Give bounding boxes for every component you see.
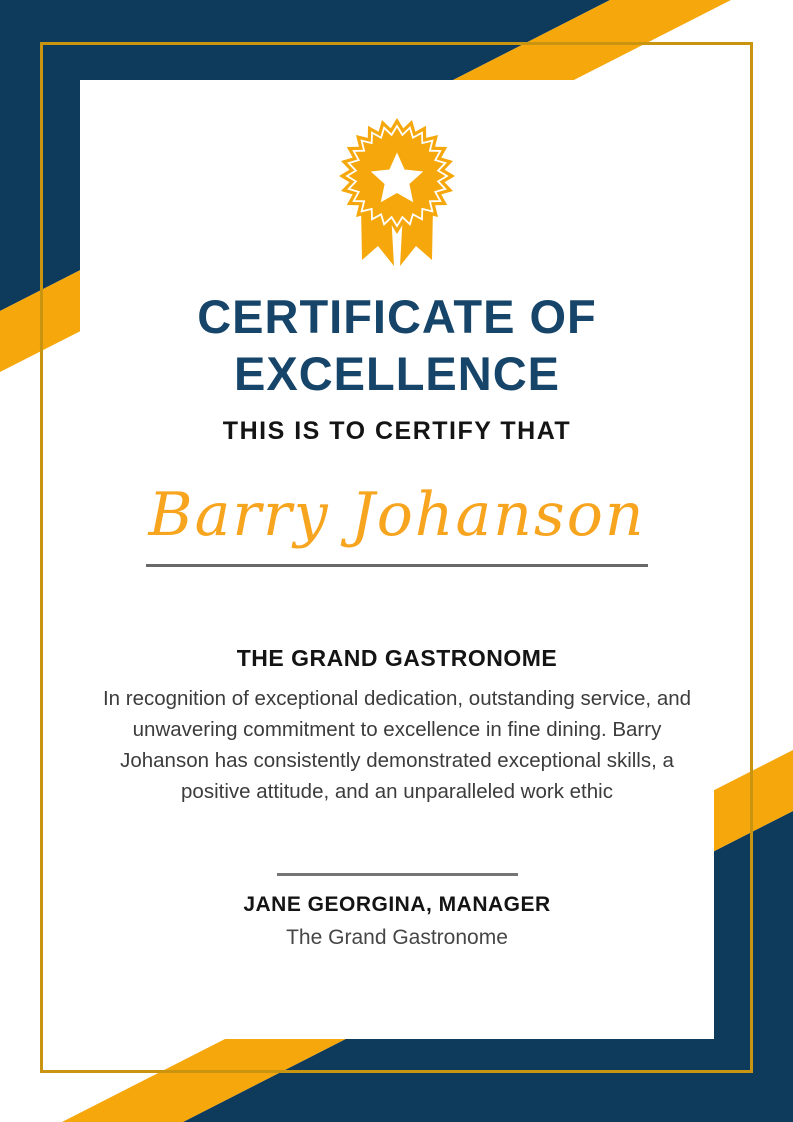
recognition-text: In recognition of exceptional dedication, outstanding service, and unwavering commitment to excellence in fine dining. Barry Johanson has consistently demonstrated exceptional skills, a positive attitude, and an unparalleled work ethic xyxy=(102,686,692,803)
recipient-name: Barry Johanson xyxy=(148,479,646,550)
certify-subtitle: THIS IS TO CERTIFY THAT xyxy=(222,416,572,445)
recipient-name-underline xyxy=(146,564,648,567)
certificate-title: CERTIFICATE OF EXCELLENCE xyxy=(197,290,597,401)
signature-line xyxy=(277,873,518,876)
signer-organization: The Grand Gastronome xyxy=(286,925,508,949)
award-badge xyxy=(327,114,467,266)
certificate-paper xyxy=(80,80,714,1039)
organization-name: THE GRAND GASTRONOME xyxy=(236,644,558,671)
signer-name: JANE GEORGINA, MANAGER xyxy=(243,892,551,916)
